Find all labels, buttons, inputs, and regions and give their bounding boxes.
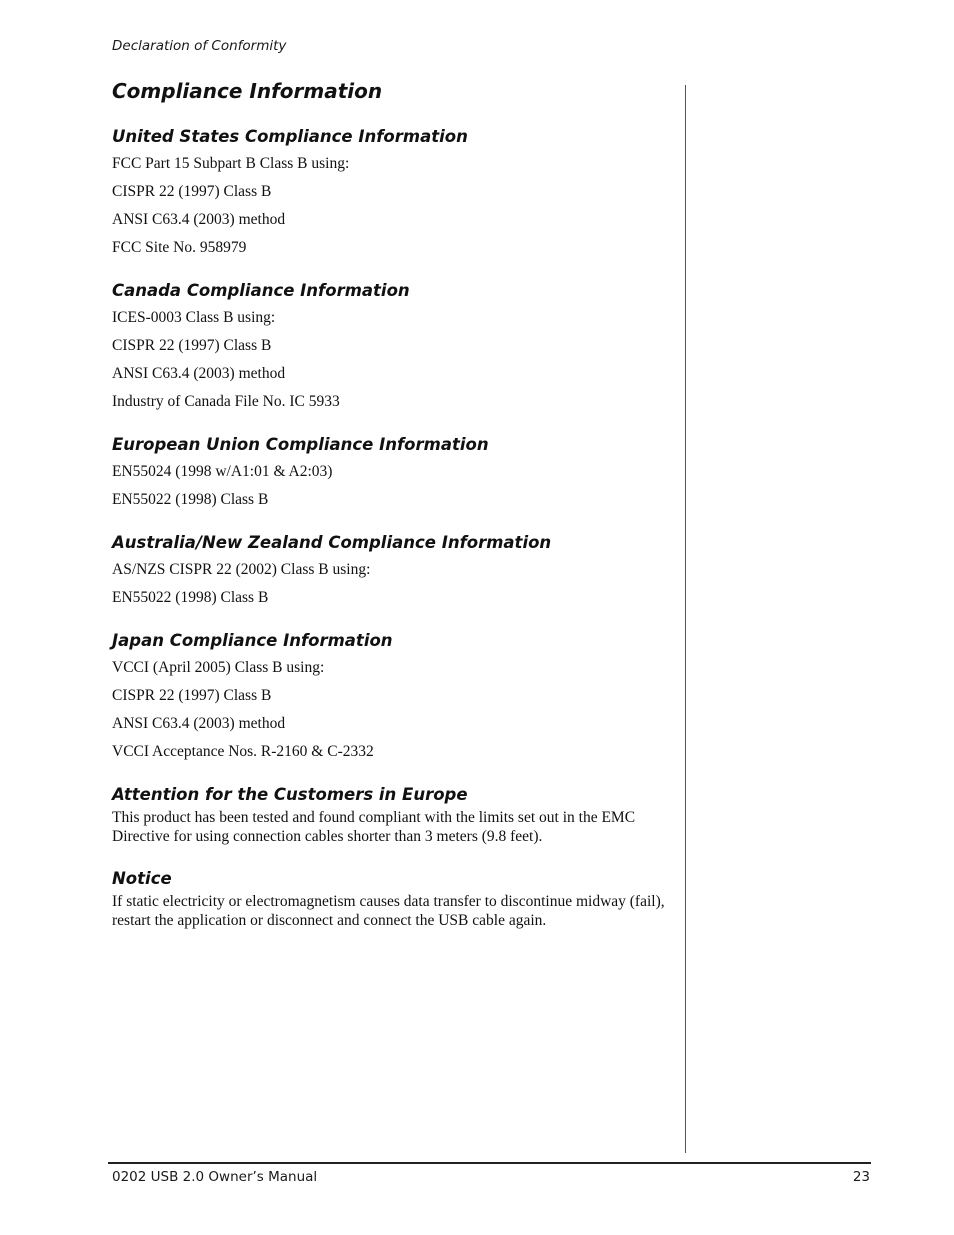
section-heading: European Union Compliance Information: [112, 435, 489, 454]
compliance-line: AS/NZS CISPR 22 (2002) Class B using:: [112, 561, 371, 578]
section-canada: [112, 280, 672, 412]
compliance-line: EN55022 (1998) Class B: [112, 589, 269, 606]
page-number: 23: [852, 1169, 870, 1185]
running-header: Declaration of Conformity: [112, 38, 287, 54]
footer-manual-title: 0202 USB 2.0 Owner’s Manual: [112, 1169, 318, 1185]
section-european-union: [112, 434, 672, 510]
compliance-line: VCCI (April 2005) Class B using:: [112, 659, 325, 676]
compliance-line: ICES-0003 Class B using:: [112, 309, 276, 326]
compliance-line: CISPR 22 (1997) Class B: [112, 337, 272, 354]
section-heading: Notice: [112, 869, 172, 888]
column-divider: [685, 85, 686, 1153]
compliance-line: EN55022 (1998) Class B: [112, 491, 269, 508]
section-heading: Canada Compliance Information: [112, 281, 410, 300]
footer-divider: [108, 1162, 871, 1164]
compliance-line: VCCI Acceptance Nos. R-2160 & C-2332: [112, 743, 374, 760]
notice-paragraph: If static electricity or electromagnetism causes data transfer to discontinue midway (fail), restart the application or disconnect and connect the USB cable again.: [112, 893, 665, 929]
compliance-line: CISPR 22 (1997) Class B: [112, 183, 272, 200]
attention-paragraph: This product has been tested and found compliant with the limits set out in the EMC Directive for using connection cables shorter than 3 meters (9.8 feet).: [112, 809, 636, 845]
section-notice: [112, 868, 672, 930]
compliance-line: ANSI C63.4 (2003) method: [112, 365, 286, 382]
compliance-line: FCC Site No. 958979: [112, 239, 247, 256]
section-heading: Attention for the Customers in Europe: [112, 785, 468, 804]
section-united-states: [112, 126, 672, 258]
compliance-line: ANSI C63.4 (2003) method: [112, 211, 286, 228]
section-attention-europe: [112, 784, 672, 846]
section-japan: [112, 630, 672, 762]
page-title: Compliance Information: [112, 79, 383, 103]
section-heading: Japan Compliance Information: [112, 631, 393, 650]
compliance-line: ANSI C63.4 (2003) method: [112, 715, 286, 732]
section-australia-new-zealand: [112, 532, 672, 608]
compliance-line: EN55024 (1998 w/A1:01 & A2:03): [112, 463, 333, 480]
section-heading: Australia/New Zealand Compliance Information: [112, 533, 552, 552]
section-heading: United States Compliance Information: [112, 127, 468, 146]
compliance-line: CISPR 22 (1997) Class B: [112, 687, 272, 704]
compliance-line: FCC Part 15 Subpart B Class B using:: [112, 155, 350, 172]
compliance-line: Industry of Canada File No. IC 5933: [112, 393, 340, 410]
main-content: [112, 78, 672, 952]
